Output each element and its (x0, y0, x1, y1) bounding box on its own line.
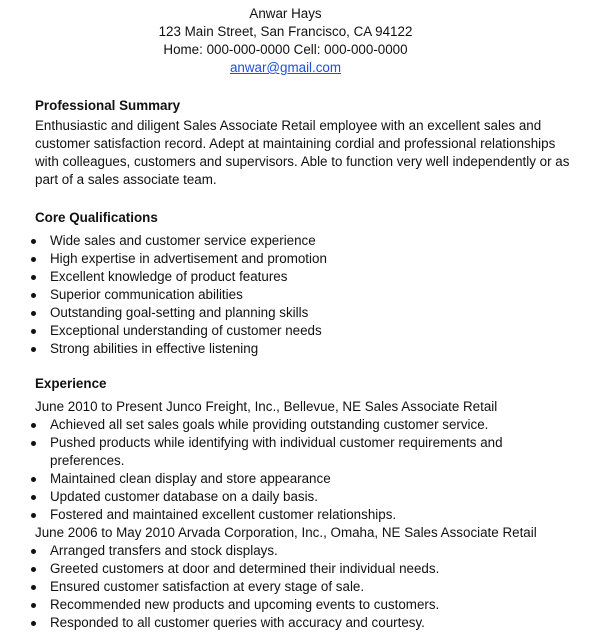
section-title-experience: Experience (35, 376, 107, 391)
professional-summary-section (35, 97, 570, 189)
job-1-duties-list (35, 416, 570, 524)
section-title-qualifications: Core Qualifications (35, 210, 158, 225)
candidate-name: Anwar Hays (249, 6, 322, 21)
list-item: Arranged transfers and stock displays. (35, 542, 570, 560)
list-item: Recommended new products and upcoming events to customers. (35, 596, 570, 614)
list-item: Ensured customer satisfaction at every stage of sale. (35, 578, 570, 596)
experience-section (35, 375, 570, 632)
phone-line: Home: 000-000-0000 Cell: 000-000-0000 (163, 42, 408, 57)
section-title-summary: Professional Summary (35, 98, 181, 113)
bullet-icon (31, 621, 36, 626)
list-item: Pushed products while identifying with individual customer requirements and preferences. (35, 434, 570, 470)
bullet-icon (31, 441, 36, 446)
bullet-icon (31, 423, 36, 428)
bullet-icon (31, 329, 36, 334)
bullet-icon (31, 549, 36, 554)
list-item: Maintained clean display and store appearance (35, 470, 570, 488)
bullet-icon (31, 347, 36, 352)
bullet-icon (31, 239, 36, 244)
resume-header (0, 5, 571, 77)
list-item: Excellent knowledge of product features (35, 268, 570, 286)
qualifications-list (35, 232, 570, 358)
summary-paragraph: Enthusiastic and diligent Sales Associate Retail employee with an excellent sales and customer satisfaction record. Adept at maintaining cordial and professional relationships with colleagues, customers and supervisors. Able to function very well independently or as part of a sales associate team. (35, 118, 570, 187)
list-item: Greeted customers at door and determined their individual needs. (35, 560, 570, 578)
list-item: Outstanding goal-setting and planning skills (35, 304, 570, 322)
list-item: Superior communication abilities (35, 286, 570, 304)
core-qualifications-section (35, 209, 570, 358)
bullet-icon (31, 477, 36, 482)
list-item: Achieved all set sales goals while providing outstanding customer service. (35, 416, 570, 434)
list-item: Exceptional understanding of customer needs (35, 322, 570, 340)
bullet-icon (31, 311, 36, 316)
list-item: Strong abilities in effective listening (35, 340, 570, 358)
address-line: 123 Main Street, San Francisco, CA 94122 (158, 24, 413, 39)
list-item: High expertise in advertisement and promotion (35, 250, 570, 268)
bullet-icon (31, 495, 36, 500)
bullet-icon (31, 275, 36, 280)
bullet-icon (31, 257, 36, 262)
job-heading-1: June 2010 to Present Junco Freight, Inc., Bellevue, NE Sales Associate Retail (35, 399, 498, 414)
bullet-icon (31, 603, 36, 608)
list-item: Responded to all customer queries with accuracy and courtesy. (35, 614, 570, 632)
list-item: Updated customer database on a daily basis. (35, 488, 570, 506)
job-heading-2: June 2006 to May 2010 Arvada Corporation, Inc., Omaha, NE Sales Associate Retail (35, 525, 537, 540)
bullet-icon (31, 293, 36, 298)
list-item: Fostered and maintained excellent customer relationships. (35, 506, 570, 524)
job-2-duties-list (35, 542, 570, 632)
bullet-icon (31, 513, 36, 518)
list-item: Wide sales and customer service experience (35, 232, 570, 250)
email-link[interactable]: anwar@gmail.com (229, 60, 342, 75)
bullet-icon (31, 585, 36, 590)
bullet-icon (31, 567, 36, 572)
